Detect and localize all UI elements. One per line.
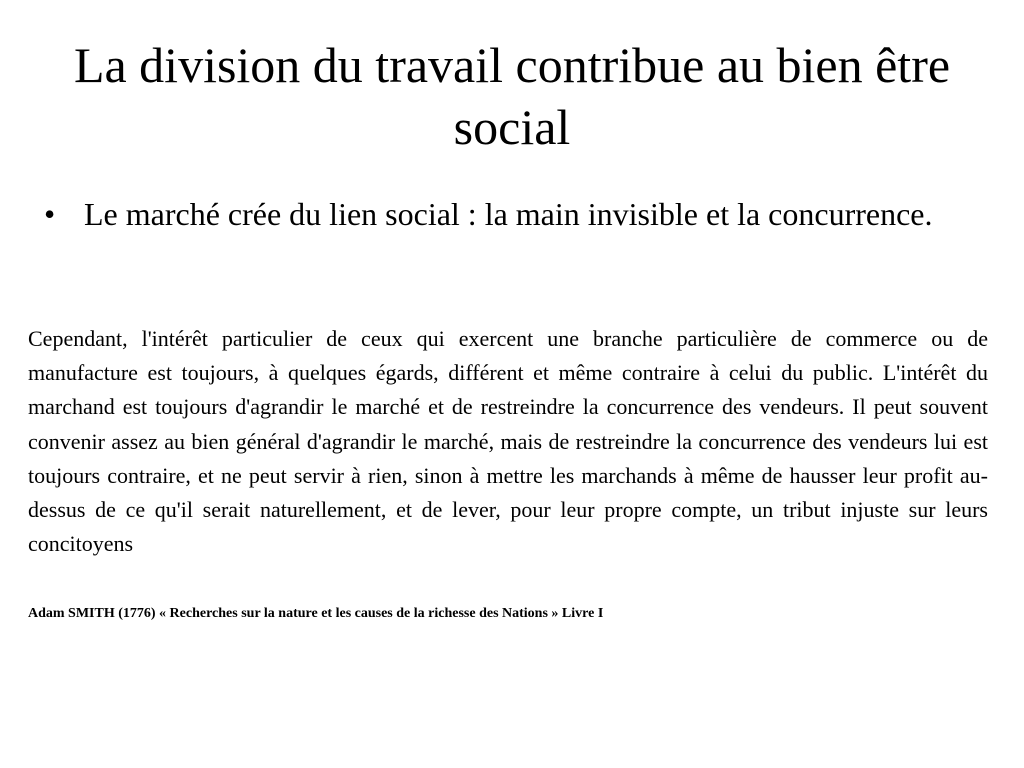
- bullet-text: Le marché crée du lien social : la main invisible et la concurrence.: [84, 196, 933, 232]
- bullet-list: [44, 193, 974, 235]
- quote-paragraph: Cependant, l'intérêt particulier de ceux qui exercent une branche particulière de commerce ou de manufacture est toujours, à quelques égards, différent et même contraire à celui du public. L'intérêt du marchand est toujours d'agrandir le marché et de restreindre la concurrence des vendeurs. Il peut souvent convenir assez au bien général d'agrandir le marché, mais de restreindre la concurrence des vendeurs lui est toujours contraire, et ne peut servir à rien, sinon à mettre les marchands à même de hausser leur profit au-dessus de ce qu'il serait naturellement, et de lever, pour leur propre compte, un tribut injuste sur leurs concitoyens: [28, 326, 988, 557]
- bullet-marker: •: [44, 196, 56, 232]
- slide-title: La division du travail contribue au bien être social: [73, 37, 951, 155]
- quote-citation: Adam SMITH (1776) « Recherches sur la nature et les causes de la richesse des Nations » Livre I: [28, 606, 604, 621]
- bullet-item: [44, 193, 974, 235]
